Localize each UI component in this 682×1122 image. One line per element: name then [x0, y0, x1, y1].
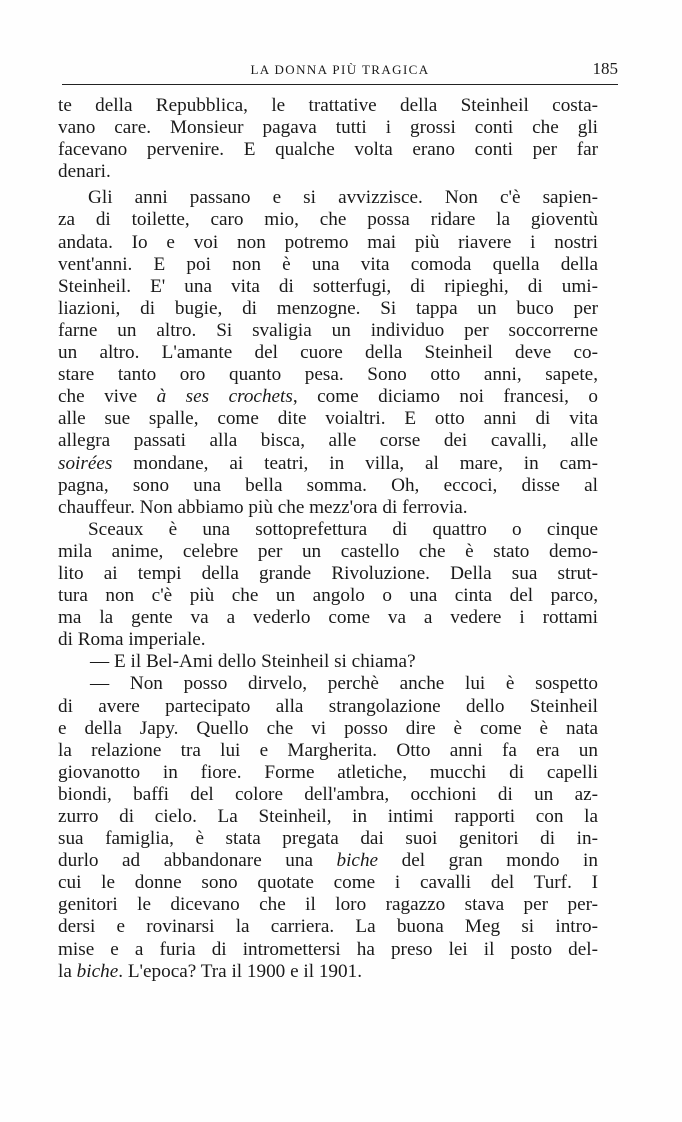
text-line: te della Repubblica, le trattative della Steinheil costa- [58, 95, 598, 116]
text-line: vent'anni. E poi non è una vita comoda quella della [58, 253, 598, 275]
text-line: biondi, baffi del colore dell'ambra, occhioni di un az- [58, 783, 598, 805]
page-number: 185 [592, 59, 618, 78]
text-line: mise e a furia di intromettersi ha preso lei il posto del- [58, 938, 598, 960]
text-line: chauffeur. Non abbiamo più che mezz'ora di ferrovia. [58, 496, 468, 518]
text-line: zurro di cielo. La Steinheil, in intimi rapporti con la [58, 806, 598, 827]
text-line: Steinheil. E' una vita di sotterfugi, di ripieghi, di umi- [58, 275, 598, 297]
text-line: di avere partecipato alla strangolazione dello Steinheil [58, 695, 598, 717]
header-rule [62, 84, 618, 85]
text-line: Sceaux è una sottoprefettura di quattro o cinque [88, 518, 598, 540]
text-line: tura non c'è più che un angolo o una cinta del parco, [58, 585, 598, 607]
text-line: dersi e rovinarsi la carriera. La buona Meg si intro- [58, 916, 598, 938]
text-line: la biche. L'epoca? Tra il 1900 e il 1901. [58, 960, 363, 982]
text-line: un altro. L'amante del cuore della Steinheil deve co- [58, 342, 598, 364]
text-line: facevano pervenire. E qualche volta erano conti per far [58, 139, 598, 161]
text-line: allegra passati alla bisca, alle corse dei cavalli, alle [58, 430, 598, 452]
text-line: vano care. Monsieur pagava tutti i grossi conti che gli [58, 117, 598, 139]
text-line: e della Japy. Quello che vi posso dire è come è nata [58, 717, 598, 739]
text-line: lito ai tempi della grande Rivoluzione. Della sua strut- [58, 562, 598, 584]
text-line: mila anime, celebre per un castello che è stato demo- [58, 540, 598, 562]
text-line: farne un altro. Si svaligia un individuo per soccorrerne [58, 319, 598, 341]
text-line: ma la gente va a vederlo come va a vedere i rottami [58, 607, 598, 629]
dialogue-line: — Non posso dirvelo, perchè anche lui è sospetto [90, 673, 598, 695]
text-line: stare tanto oro quanto pesa. Sono otto anni, sapete, [58, 364, 598, 386]
text-line: liazioni, di bugie, di menzogne. Si tappa un buco per [58, 297, 598, 319]
text-line: cui le donne sono quotate come i cavalli del Turf. I [58, 872, 598, 894]
text-line: Gli anni passano e si avvizzisce. Non c'è sapien- [88, 187, 598, 209]
text-line: sua famiglia, è stata pregata dai suoi genitori di in- [58, 828, 598, 850]
text-line: alle sue spalle, come dite voialtri. E otto anni di vita [58, 408, 598, 430]
text-line: pagna, sono una bella somma. Oh, eccoci, disse al [58, 474, 598, 496]
body-text [58, 95, 598, 983]
running-title: LA DONNA PIÙ TRAGICA [250, 62, 430, 77]
text-line: soirées mondane, ai teatri, in villa, al mare, in cam- [58, 452, 598, 474]
text-line: che vive à ses crochets, come diciamo noi francesi, o [58, 386, 598, 408]
page-header [62, 58, 618, 84]
text-line: di Roma imperiale. [58, 629, 206, 651]
text-line: za di toilette, caro mio, che possa ridare la gioventù [58, 209, 598, 231]
dialogue-line: — E il Bel-Ami dello Steinheil si chiama? [90, 651, 416, 673]
text-line: durlo ad abbandonare una biche del gran mondo in [58, 850, 598, 872]
text-line: giovanotto in fiore. Forme atletiche, mucchi di capelli [58, 761, 598, 783]
text-line: genitori le dicevano che il loro ragazzo stava per per- [58, 894, 598, 916]
text-line: la relazione tra lui e Margherita. Otto anni fa era un [58, 739, 598, 761]
text-line: denari. [58, 161, 111, 183]
text-line: andata. Io e voi non potremo mai più riavere i nostri [58, 231, 598, 253]
